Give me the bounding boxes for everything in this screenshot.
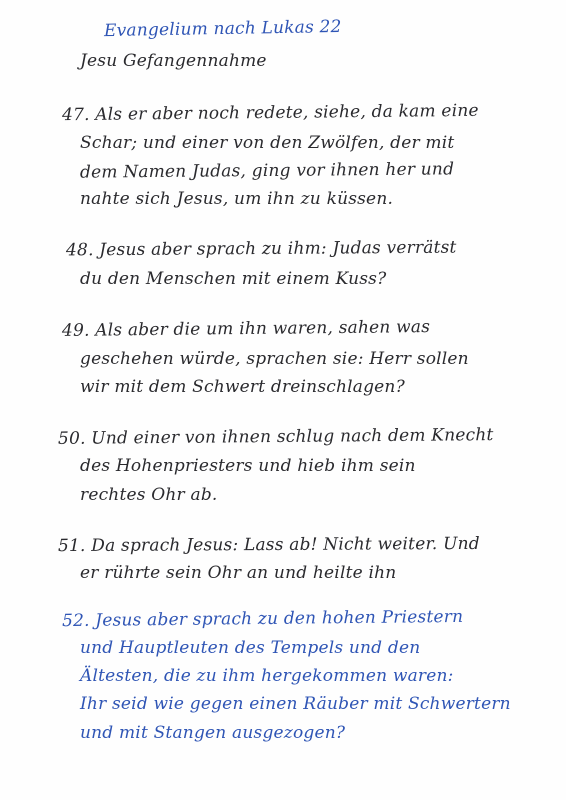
verse-line: und Hauptleuten des Tempels und den xyxy=(80,638,421,658)
verse-line: rechtes Ohr ab. xyxy=(80,485,218,505)
verse-line: 52. Jesus aber sprach zu den hohen Priestern xyxy=(61,606,464,632)
verse-line: Ihr seid wie gegen einen Räuber mit Schwertern xyxy=(80,694,511,714)
verse-line: 51. Da sprach Jesus: Lass ab! Nicht weiter. Und xyxy=(57,533,480,557)
verse-line: du den Menschen mit einem Kuss? xyxy=(80,269,387,289)
page-title: Evangelium nach Lukas 22 xyxy=(103,16,342,42)
verse-line: Schar; und einer von den Zwölfen, der mit xyxy=(80,133,455,153)
verse-line: des Hohenpriesters und hieb ihm sein xyxy=(80,456,416,476)
page-subtitle: Jesu Gefangennahme xyxy=(80,51,267,71)
verse-line: dem Namen Judas, ging vor ihnen her und xyxy=(79,159,455,183)
verse-line: er rührte sein Ohr an und heilte ihn xyxy=(80,563,397,583)
verse-line: wir mit dem Schwert dreinschlagen? xyxy=(80,377,405,397)
verse-line: 47. Als er aber noch redete, siehe, da kam eine xyxy=(61,100,479,126)
verse-line: 50. Und einer von ihnen schlug nach dem Knecht xyxy=(57,425,494,449)
verse-line: Ältesten, die zu ihm hergekommen waren: xyxy=(80,666,454,686)
verse-line: 48. Jesus aber sprach zu ihm: Judas verrätst xyxy=(65,237,457,261)
verse-line: geschehen würde, sprachen sie: Herr sollen xyxy=(80,349,469,369)
verse-line: 49. Als aber die um ihn waren, sahen was xyxy=(61,317,431,341)
verse-line: und mit Stangen ausgezogen? xyxy=(80,723,346,743)
verse-line: nahte sich Jesus, um ihn zu küssen. xyxy=(80,189,394,209)
